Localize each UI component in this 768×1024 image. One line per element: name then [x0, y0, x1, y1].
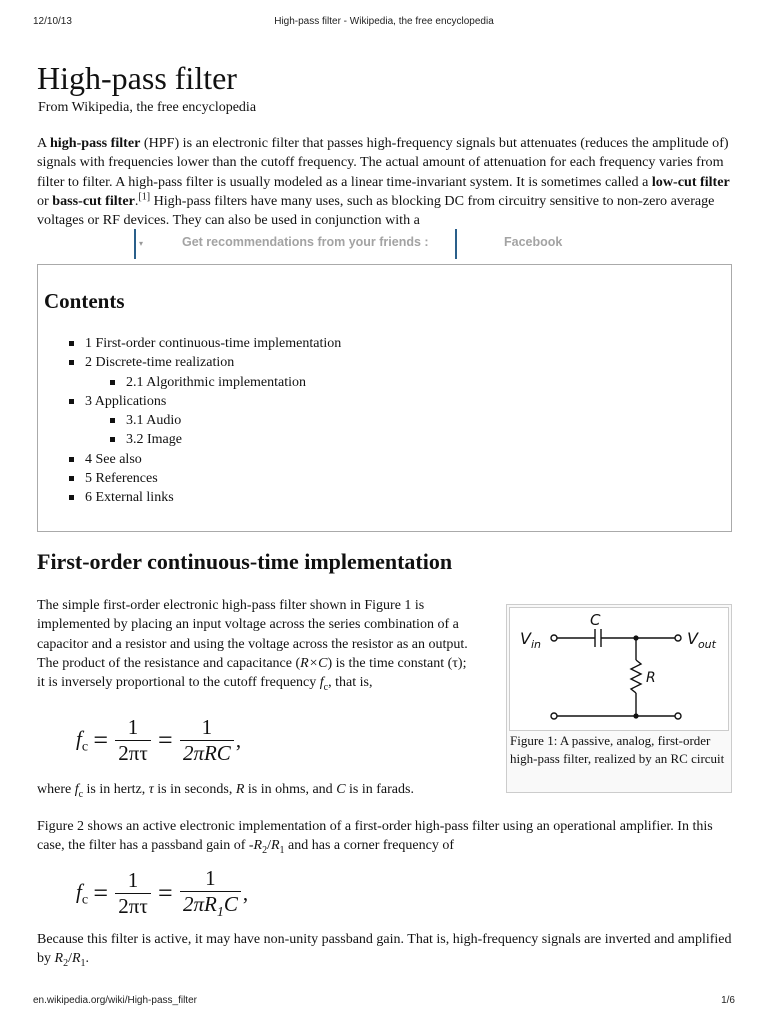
text: where [37, 782, 75, 797]
math-sub: 1 [216, 905, 224, 921]
label-vout [687, 629, 717, 651]
denominator-part: C [223, 892, 238, 916]
label-vout-sub: out [697, 638, 716, 651]
text: and has a corner frequency of [284, 838, 455, 854]
toc-item[interactable]: 4 See also [38, 450, 341, 469]
figure-1-image[interactable] [509, 607, 729, 731]
text: ) is the time constant (τ); it is inversely proportional to the cutoff frequency [37, 655, 467, 691]
math-sub: c [323, 681, 329, 693]
math-op: = [158, 725, 173, 755]
denominator [180, 891, 241, 921]
figure-1-caption: Figure 1: A passive, analog, first-order high-pass filter, realized by an RC circuit [510, 733, 725, 766]
section-paragraph [37, 817, 737, 860]
toc-item[interactable]: 1 First-order continuous-time implementation [38, 334, 341, 353]
fraction [115, 868, 151, 919]
share-bar-divider [134, 229, 136, 259]
denominator-part: 2πR [182, 892, 217, 916]
junction-dot [633, 635, 638, 640]
section-paragraph [37, 596, 477, 697]
share-bar-divider [455, 229, 457, 259]
text: is in ohms, and [244, 782, 337, 797]
math-sub: 2 [262, 845, 268, 857]
toc-item[interactable]: 6 External links [38, 488, 341, 507]
section-paragraph [37, 930, 737, 973]
numerator: 1 [127, 715, 139, 739]
denominator: 2πRC [180, 740, 234, 766]
math-op: = [93, 725, 108, 755]
label-vout-main: V [687, 629, 698, 648]
fraction [180, 715, 234, 766]
article-subtitle: From Wikipedia, the free encyclopedia [38, 100, 257, 115]
figure-1 [506, 604, 732, 793]
toc-item[interactable]: 3 Applications [38, 392, 341, 411]
facebook-button[interactable]: Facebook [504, 235, 563, 249]
input-terminal [551, 635, 557, 641]
resistor-symbol [631, 660, 641, 693]
text: The simple first-order electronic high-pass filter shown in Figure 1 is implemented by placing an input voltage across the series combination of a capacitor and a resistor and using the voltage across the resistor as an output. The product of the resistance and capacitance ( [37, 598, 468, 671]
section-paragraph [37, 780, 414, 804]
text: is in farads. [345, 782, 414, 797]
math-var: R [235, 782, 245, 797]
math-punct: , [235, 728, 242, 752]
fraction [180, 866, 241, 921]
label-capacitor: C [590, 611, 601, 629]
math-punct: , [242, 881, 249, 906]
page-number: 1/6 [721, 995, 735, 1006]
math-sub: 1 [279, 845, 285, 857]
output-terminal [675, 635, 681, 641]
article-title: High-pass filter [37, 60, 237, 96]
share-dropdown-icon[interactable]: ▾ [139, 239, 144, 248]
recommendations-text: Get recommendations from your friends : [182, 235, 429, 249]
math-var: τ [148, 782, 154, 797]
ground-terminal [551, 713, 557, 719]
numerator: 1 [127, 868, 139, 893]
intro-text: High-pass filters have many uses, such as blocking DC from circuitry sensitive to non-zero average voltages or RF devices. They can also be used in conjunction with a [37, 192, 715, 228]
print-page-title: High-pass filter - Wikipedia, the free encyclopedia [274, 16, 494, 27]
math-op: = [158, 878, 173, 908]
term-low-cut-filter: low-cut filter [651, 173, 730, 190]
math-op: = [93, 878, 108, 908]
term-high-pass-filter: high-pass filter [49, 135, 141, 151]
label-vin [520, 629, 541, 651]
numerator: 1 [201, 715, 213, 739]
intro-text: . [134, 192, 139, 209]
rc-circuit-diagram [510, 608, 728, 730]
toc-item[interactable]: 5 References [38, 469, 341, 488]
ground-terminal [675, 713, 681, 719]
text: , that is, [328, 675, 373, 691]
math-var: R [270, 838, 280, 854]
numerator: 1 [205, 866, 216, 890]
intro-text: (HPF) is an electronic filter that passes high-frequency signals but attenuates (reduces the amplitude of) signals with frequencies lower than the cutoff frequency. The actual amount of attenuation for each frequency varies from filter to filter. A high-pass filter is usually modeled as a linear time-invariant system. It is sometimes called a [37, 135, 729, 190]
text: / [267, 838, 271, 854]
intro-text: or [37, 192, 53, 209]
text: is in hertz, [83, 782, 149, 797]
math-sub: c [81, 739, 89, 755]
label-vin-sub: in [530, 638, 541, 651]
toc-subitem[interactable]: 3.1 Audio [38, 411, 341, 430]
math-sub: 2 [63, 958, 69, 970]
equation-corner-frequency [76, 866, 248, 921]
table-of-contents [37, 264, 732, 532]
text: Figure 2 shows an active electronic implementation of a first-order high-pass filter using an operational amplifier. In this case, the filter has a passband gain of - [37, 819, 713, 854]
label-resistor: R [646, 670, 656, 686]
junction-dot [633, 713, 638, 718]
intro-paragraph [37, 134, 733, 228]
toc-subitem[interactable]: 3.2 Image [38, 430, 341, 449]
text: . [85, 951, 90, 967]
toc-list [38, 334, 341, 508]
math-sub: 1 [80, 958, 86, 970]
math-var: f [319, 675, 324, 691]
reference-link[interactable]: [1] [138, 191, 151, 203]
label-vin-main: V [520, 629, 531, 648]
math-var: f [74, 782, 79, 797]
math-var: R [253, 838, 263, 854]
toc-item[interactable]: 2 Discrete-time realization [38, 353, 341, 372]
print-date: 12/10/13 [33, 16, 72, 27]
math-var: R [54, 951, 64, 967]
math-var: R [71, 951, 81, 967]
print-url: en.wikipedia.org/wiki/High-pass_filter [33, 995, 197, 1006]
equation-cutoff [76, 715, 241, 766]
text: is in seconds, [153, 782, 236, 797]
toc-subitem[interactable]: 2.1 Algorithmic implementation [38, 373, 341, 392]
intro-text: A [37, 135, 50, 151]
math-var: R×C [300, 655, 328, 671]
toc-title: Contents [44, 289, 125, 313]
denominator: 2πτ [115, 893, 151, 919]
term-bass-cut-filter: bass-cut filter [52, 192, 135, 209]
math-sub: c [78, 788, 84, 800]
fraction [115, 715, 151, 766]
text: / [68, 951, 72, 967]
text: Because this filter is active, it may have non-unity passband gain. That is, high-frequency signals are inverted and amplified by [37, 932, 732, 967]
math-var: f [76, 726, 82, 751]
math-sub: c [81, 892, 89, 908]
denominator: 2πτ [115, 740, 151, 766]
section-heading: First-order continuous-time implementation [37, 549, 453, 574]
math-var: f [76, 879, 82, 904]
math-var: C [336, 782, 346, 797]
